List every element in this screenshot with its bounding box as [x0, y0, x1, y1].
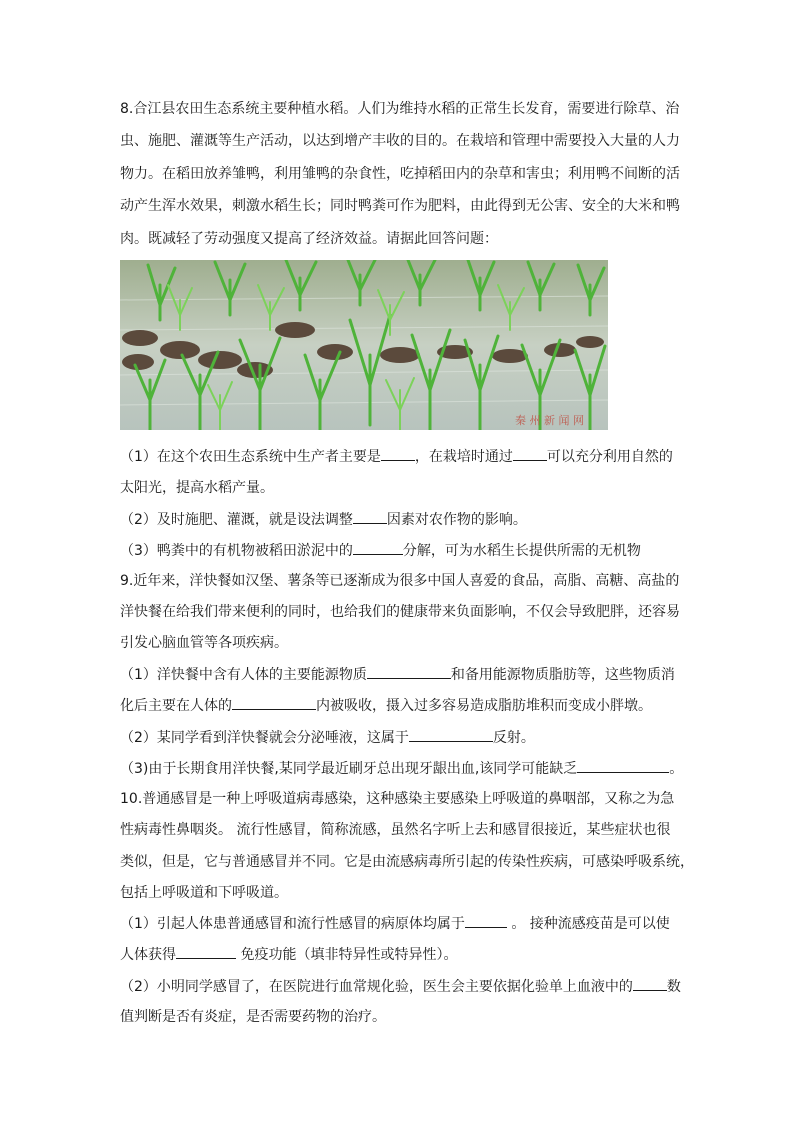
q10-paragraph-line-2: 性病毒性鼻咽炎。 流行性感冒，简称流感，虽然名字听上去和感冒很接近，某些症状也很 [120, 822, 671, 838]
q9-sub1-continued [120, 695, 652, 716]
q9-sub1-text-a: （1）洋快餐中含有人体的主要能源物质 [120, 667, 367, 683]
q8-sub1 [120, 446, 673, 467]
q9-sub1-text-b: 和备用能源物质脂肪等，这些物质消 [450, 667, 675, 683]
q10-sub1-text-a: （1）引起人体患普通感冒和流行性感冒的病原体均属于 [120, 916, 465, 932]
q10-sub1-continued [120, 944, 457, 965]
q9-sub1-cont-text-a: 化后主要在人体的 [120, 698, 232, 714]
q8-sub3-text-b: 分解，可为水稻生长提供所需的无机物 [402, 543, 641, 559]
q8-sub1-text-a: （1）在这个农田生态系统中生产者主要是 [120, 449, 381, 465]
q9-sub3-blank[interactable] [577, 758, 669, 773]
q9-paragraph-line-3: 引发心脑血管等各项疾病。 [120, 635, 288, 651]
q9-paragraph-line-2: 洋快餐在给我们带来便利的同时，也给我们的健康带来负面影响，不仅会导致肥胖，还容易 [120, 604, 680, 620]
q9-sub3-text-b: 。 [669, 761, 684, 777]
q10-sub1-text-b: 。 接种流感疫苗是可以使 [506, 916, 670, 932]
q9-sub1 [120, 664, 675, 685]
q10-sub2 [120, 976, 681, 997]
q10-paragraph-line-4: 包括上呼吸道和下呼吸道。 [120, 885, 288, 901]
q9-sub2 [120, 727, 535, 748]
q8-sub3-text-a: （3）鸭粪中的有机物被稻田淤泥中的 [120, 543, 353, 559]
q9-sub2-text-a: （2）某同学看到洋快餐就会分泌唾液，这属于 [120, 730, 409, 746]
q8-sub2 [120, 509, 527, 530]
q8-sub2-blank[interactable] [353, 509, 387, 524]
q10-sub2-text-b: 数 [666, 979, 681, 995]
q9-sub3-text-a: （3)由于长期食用洋快餐,某同学最近刷牙总出现牙龈出血,该同学可能缺乏 [120, 761, 578, 777]
q8-sub1-blank-2[interactable] [513, 446, 547, 461]
q8-paragraph-line-4: 动产生浑水效果，刺激水稻生长；同时鸭粪可作为肥料，由此得到无公害、安全的大米和鸭 [120, 198, 680, 214]
q8-sub1-blank-1[interactable] [381, 446, 415, 461]
q8-paragraph-line-5: 肉。既减轻了劳动强度又提高了经济效益。请据此回答问题： [120, 231, 498, 247]
q9-sub2-text-b: 反射。 [492, 730, 535, 746]
photo-watermark: 秦 州 新 闻 网 [515, 414, 584, 427]
q9-sub1-cont-text-b: 内被吸收，摄入过多容易造成脂肪堆积而变成小胖墩。 [316, 698, 652, 714]
rice-paddy-ducks-photo [120, 260, 608, 430]
q10-paragraph-line-1: 10.普通感冒是一种上呼吸道病毒感染，这种感染主要感染上呼吸道的鼻咽部，又称之为急 [120, 791, 675, 807]
q10-sub2-text-a: （2）小明同学感冒了，在医院进行血常规化验，医生会主要依据化验单上血液中的 [120, 979, 633, 995]
q8-paragraph-line-1: 8.合江县农田生态系统主要种植水稻。人们为维持水稻的正常生长发育，需要进行除草、治 [120, 101, 680, 117]
q10-paragraph-line-3: 类似，但是，它与普通感冒并不同。它是由流感病毒所引起的传染性疾病，可感染呼吸系统， [120, 854, 694, 870]
q10-sub1-cont-text-b: 免疫功能（填非特异性或特异性）。 [236, 947, 458, 963]
q8-sub1-continued: 太阳光，提高水稻产量。 [120, 480, 274, 496]
q9-paragraph-line-1: 9.近年来，洋快餐如汉堡、薯条等已逐渐成为很多中国人喜爱的食品，高脂、高糖、高盐的 [120, 573, 680, 589]
q8-paragraph-line-2: 虫、施肥、灌溉等生产活动，以达到增产丰收的目的。在栽培和管理中需要投入大量的人力 [120, 133, 680, 149]
q8-sub3 [120, 540, 641, 561]
q10-sub1-cont-blank[interactable] [176, 944, 236, 959]
q9-sub2-blank[interactable] [409, 727, 493, 742]
q10-sub1-cont-text-a: 人体获得 [120, 947, 176, 963]
q8-paragraph-line-3: 物力。在稻田放养雏鸭，利用雏鸭的杂食性，吃掉稻田内的杂草和害虫；利用鸭不间断的活 [120, 166, 680, 182]
q9-sub3 [120, 758, 683, 779]
q8-sub1-text-b: ，在栽培时通过 [414, 449, 513, 465]
q9-sub1-cont-blank[interactable] [232, 695, 316, 710]
q10-sub1 [120, 913, 670, 934]
q10-sub2-continued: 值判断是否有炎症，是否需要药物的治疗。 [120, 1009, 386, 1025]
q8-sub2-text-b: 因素对农作物的影响。 [386, 512, 527, 528]
q8-sub2-text-a: （2）及时施肥、灌溉，就是设法调整 [120, 512, 353, 528]
q8-sub3-blank[interactable] [353, 540, 403, 555]
q8-sub1-text-c: 可以充分利用自然的 [546, 449, 673, 465]
q10-sub1-blank[interactable] [465, 913, 507, 928]
q9-sub1-blank[interactable] [367, 664, 451, 679]
q10-sub2-blank[interactable] [633, 976, 667, 991]
